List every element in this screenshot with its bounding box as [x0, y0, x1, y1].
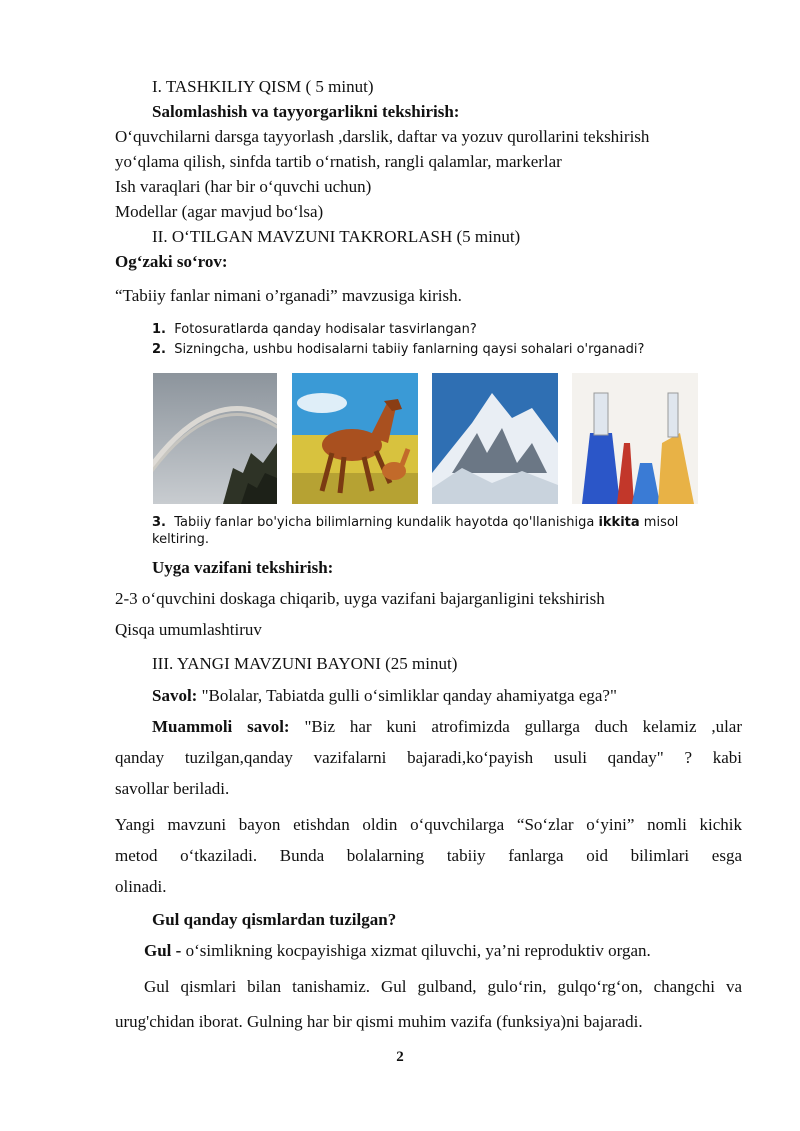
greeting-heading: Salomlashish va tayyorgarlikni tekshirish:	[152, 102, 460, 121]
paragraph-line: qanday tuzilgan,qanday vazifalarni bajaradi,ko‘payish usuli qanday" ? kabi	[115, 748, 742, 767]
question-text: Fotosuratlarda qanday hodisalar tasvirlangan?	[174, 322, 477, 337]
question-number: 2.	[152, 342, 166, 357]
paragraph-line: olinadi.	[115, 877, 167, 896]
section-heading-1: I. TASHKILIY QISM ( 5 minut)	[152, 77, 374, 96]
question-number: 1.	[152, 322, 166, 337]
question-text-continued: keltiring.	[152, 532, 209, 547]
flower-question-heading: Gul qanday qismlardan tuzilgan?	[152, 910, 397, 929]
lab-flasks-photo	[572, 373, 698, 504]
problem-question-line	[152, 717, 742, 737]
question-text: misol	[643, 515, 679, 530]
rainbow-photo	[153, 373, 277, 504]
question-line	[152, 686, 617, 706]
paragraph-line: savollar beriladi.	[115, 779, 230, 798]
topic-intro: “Tabiiy fanlar nimani o’rganadi” mavzusiga kirish.	[115, 286, 462, 305]
paragraph-line: yo‘qlama qilish, sinfda tartib o‘rnatish, rangli qalamlar, markerlar	[115, 152, 562, 171]
gul-definition	[144, 941, 651, 961]
page-number: 2	[396, 1049, 404, 1065]
section-heading-3: III. YANGI MAVZUNI BAYONI (25 minut)	[152, 654, 458, 673]
paragraph-line: O‘quvchilarni darsga tayyorlash ,darslik, daftar va yozuv qurollarini tekshirish	[115, 127, 650, 146]
mountain-photo	[432, 373, 558, 504]
textbook-question-3	[152, 515, 678, 531]
paragraph-line: Modellar (agar mavjud bo‘lsa)	[115, 202, 324, 221]
paragraph-line: Ish varaqlari (har bir o‘quvchi uchun)	[115, 177, 372, 196]
paragraph-line: urug'chidan iborat. Gulning har bir qismi muhim vazifa (funksiya)ni bajaradi.	[115, 1012, 643, 1031]
problem-text: "Biz har kuni atrofimizda gullarga duch kelamiz ,ular	[289, 717, 742, 736]
definition-text: o‘simlikning kocpayishiga xizmat qiluvchi, ya’ni reproduktiv organ.	[181, 941, 651, 960]
question-text: Tabiiy fanlar bo'yicha bilimlarning kundalik hayotda qo'llanishiga	[174, 515, 595, 530]
question-text: "Bolalar, Tabiatda gulli o‘simliklar qanday ahamiyatga ega?"	[197, 686, 617, 705]
homework-heading: Uyga vazifani tekshirish:	[152, 558, 334, 577]
oral-survey-label: Og‘zaki so‘rov:	[115, 252, 228, 271]
textbook-question-1	[152, 322, 477, 338]
problem-label: Muammoli savol:	[152, 717, 290, 736]
horses-photo	[292, 373, 418, 504]
paragraph-line: metod o‘tkaziladi. Bunda bolalarning tabiiy fanlarga oid bilimlari esga	[115, 846, 742, 865]
section-heading-2: II. O‘TILGAN MAVZUNI TAKRORLASH (5 minut)	[152, 227, 521, 246]
paragraph-line: Gul qismlari bilan tanishamiz. Gul gulband, gulo‘rin, gulqo‘rg‘on, changchi va	[144, 977, 742, 996]
emphasis-word: ikkita	[598, 515, 640, 530]
paragraph-line: Yangi mavzuni bayon etishdan oldin o‘quvchilarga “So‘zlar o‘yini” nomli kichik	[115, 815, 742, 834]
textbook-question-2	[152, 342, 644, 358]
term-label: Gul -	[144, 941, 182, 960]
paragraph-line: Qisqa umumlashtiruv	[115, 620, 262, 639]
paragraph-line: 2-3 o‘quvchini doskaga chiqarib, uyga vazifani bajarganligini tekshirish	[115, 589, 605, 608]
question-label: Savol:	[152, 686, 198, 705]
question-text: Sizningcha, ushbu hodisalarni tabiiy fanlarning qaysi sohalari o'rganadi?	[174, 342, 645, 357]
question-number: 3.	[152, 515, 166, 530]
